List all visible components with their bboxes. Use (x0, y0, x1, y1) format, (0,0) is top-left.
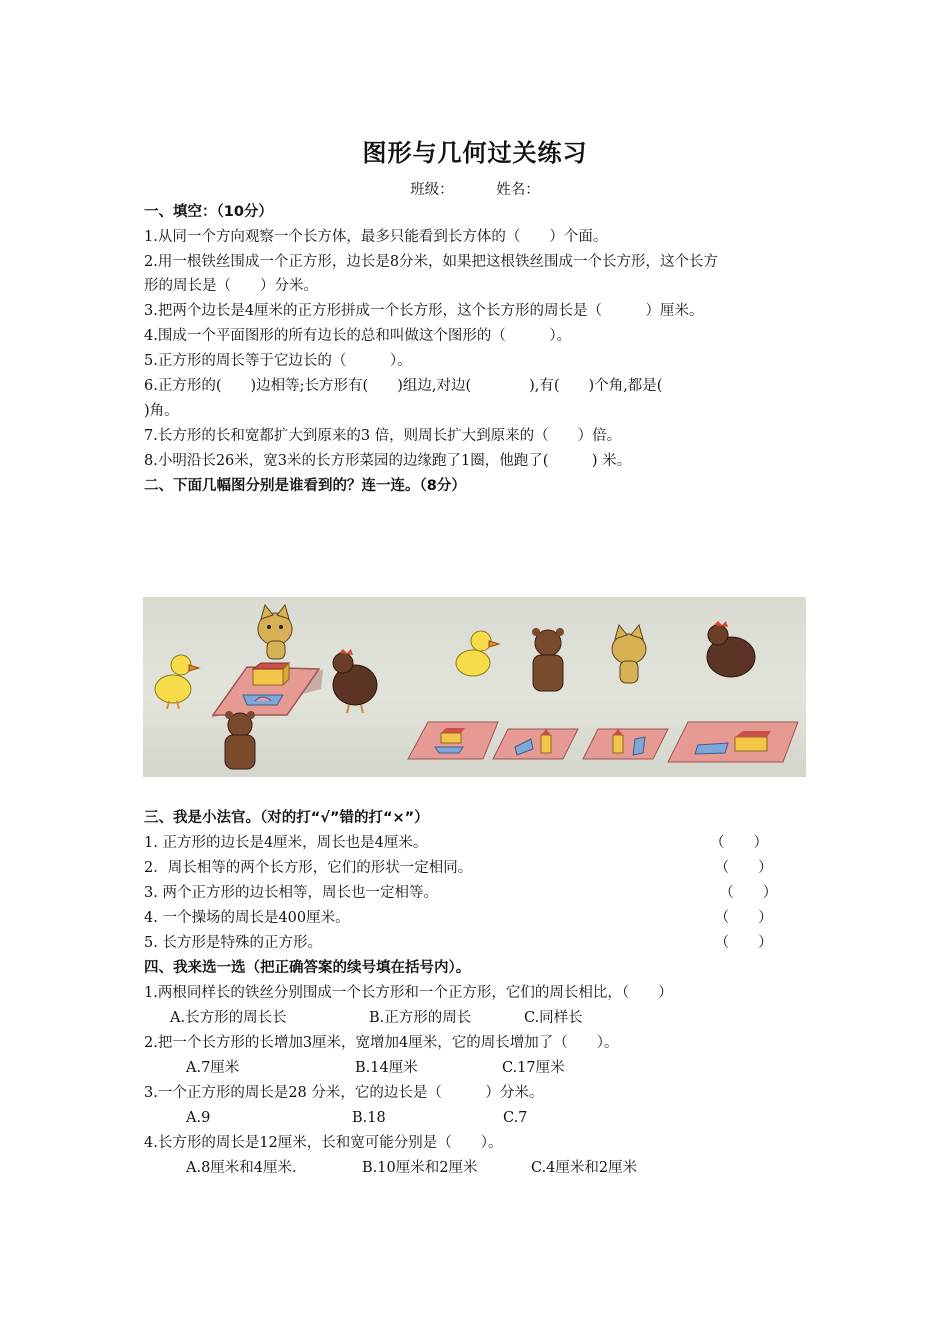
hen-figure-right (707, 621, 755, 677)
page-title: 图形与几何过关练习 (362, 139, 588, 167)
judge-answer-5[interactable]: （ ） (710, 935, 773, 951)
judge-item-2: 2．周长相等的两个长方形，它们的形状一定相同。 (144, 860, 473, 876)
fill-question-4: 4.围成一个平面图形的所有边长的总和叫做这个图形的（ ）。 (144, 328, 572, 344)
choice-question-1: 1.两根同样长的铁丝分别围成一个长方形和一个正方形，它们的周长相比，（ ） (144, 985, 673, 1001)
view-mat-2 (493, 729, 578, 759)
judge-item-1: 1. 正方形的边长是4厘米，周长也是4厘米。 (144, 835, 428, 851)
judge-answer-4[interactable]: （ ） (710, 910, 773, 926)
choice-2-option-c[interactable]: C.17厘米 (502, 1060, 565, 1076)
judge-item-3: 3. 两个正方形的边长相等，周长也一定相等。 (144, 885, 438, 901)
section2-heading: 二、下面几幅图分别是谁看到的？连一连。（8分） (144, 478, 466, 494)
observation-illustration (143, 597, 806, 777)
choice-question-4: 4.长方形的周长是12厘米，长和宽可能分别是（ ）。 (144, 1135, 503, 1151)
fill-question-6-cont: )角。 (144, 403, 179, 419)
view-mat-4 (668, 722, 798, 762)
judge-answer-3[interactable]: （ ） (710, 885, 778, 901)
house-block (253, 669, 283, 685)
fill-question-2: 2.用一根铁丝围成一个正方形，边长是8分米，如果把这根铁丝围成一个长方形，这个长方 (144, 254, 719, 270)
section4-heading: 四、我来选一选（把正确答案的续号填在括号内）。 (144, 960, 471, 976)
choice-1-option-b[interactable]: B.正方形的周长 (369, 1010, 472, 1026)
cat-figure-left (258, 605, 292, 659)
judge-item-5: 5. 长方形是特殊的正方形。 (144, 935, 322, 951)
class-label: 班级： (410, 182, 454, 198)
fill-question-3: 3.把两个边长是4厘米的正方形拼成一个长方形，这个长方形的周长是（ ）厘米。 (144, 303, 704, 319)
choice-4-option-c[interactable]: C.4厘米和2厘米 (531, 1160, 638, 1176)
observation-picture (143, 597, 806, 777)
choice-3-option-b[interactable]: B.18 (352, 1110, 386, 1126)
bear-figure-right (532, 628, 564, 691)
choice-1-option-c[interactable]: C.同样长 (524, 1010, 583, 1026)
fill-question-7: 7.长方形的长和宽都扩大到原来的3 倍，则周长扩大到原来的（ ）倍。 (144, 428, 622, 444)
fill-question-2-cont: 形的周长是（ ）分米。 (144, 278, 318, 294)
judge-answer-1[interactable]: （ ） (710, 835, 768, 851)
choice-4-option-a[interactable]: A.8厘米和4厘米. (186, 1160, 297, 1176)
name-label: 姓名： (496, 182, 540, 198)
fill-question-1: 1.从同一个方向观察一个长方体，最多只能看到长方体的（ ）个面。 (144, 229, 608, 245)
fill-question-8: 8.小明沿长26米，宽3米的长方形菜园的边缘跑了1圈，他跑了( ) 米。 (144, 453, 632, 469)
duck-figure-left (155, 655, 199, 709)
choice-question-2: 2.把一个长方形的长增加3厘米，宽增加4厘米，它的周长增加了（ ）。 (144, 1035, 619, 1051)
fill-question-5: 5.正方形的周长等于它边长的（ ）。 (144, 353, 412, 369)
judge-item-4: 4. 一个操场的周长是400厘米。 (144, 910, 350, 926)
bear-figure-left (225, 711, 255, 769)
choice-question-3: 3.一个正方形的周长是28 分米，它的边长是（ ）分米。 (144, 1085, 544, 1101)
choice-3-option-a[interactable]: A.9 (186, 1110, 211, 1126)
choice-2-option-b[interactable]: B.14厘米 (355, 1060, 418, 1076)
view-mat-1 (408, 722, 498, 759)
choice-3-option-c[interactable]: C.7 (503, 1110, 528, 1126)
choice-1-option-a[interactable]: A.长方形的周长长 (170, 1010, 287, 1026)
hen-figure-left (333, 649, 377, 713)
view-mat-3 (583, 729, 668, 759)
section1-heading: 一、填空：（10分） (144, 204, 273, 220)
judge-answer-2[interactable]: （ ） (710, 860, 773, 876)
section3-heading: 三、我是小法官。（对的打“√”错的打“×”） (144, 810, 429, 826)
choice-4-option-b[interactable]: B.10厘米和2厘米 (362, 1160, 478, 1176)
cat-figure-right (612, 625, 646, 683)
fill-question-6: 6.正方形的( )边相等;长方形有( )组边,对边( ),有( )个角,都是( (144, 378, 663, 394)
student-info (0, 178, 950, 199)
duck-figure-right (456, 631, 499, 676)
choice-2-option-a[interactable]: A.7厘米 (186, 1060, 240, 1076)
